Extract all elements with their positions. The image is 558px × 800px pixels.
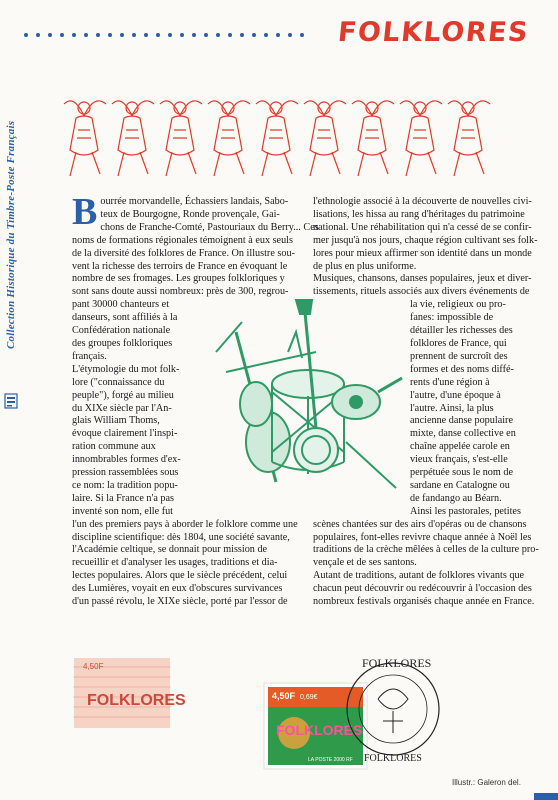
article-line: de la diversité des folklores de France. On illustre sou-: [72, 247, 295, 259]
dancer-figure: [112, 101, 154, 176]
stamp-proof-left: [73, 657, 186, 729]
article-line: populaires, font-elles revivre chaque année à Noël les: [313, 531, 532, 543]
stamp-main-value: 4,50F: [272, 691, 296, 701]
article-line: du XIXe siècle par l'An-: [72, 402, 172, 414]
article-line: discipline scientifique: dès 1804, une société savante,: [72, 531, 290, 543]
article-line: de plus en plus uniforme.: [313, 260, 417, 272]
article-line: nombreux festivals organisés chaque année en France.: [313, 596, 535, 608]
article-line: rents d'une région à: [410, 376, 490, 388]
article-line: ration commune aux: [72, 441, 156, 453]
top-dotted-rule: [24, 33, 324, 41]
article-line: sont sans doute aussi nombreux: près de 300, regrou-: [72, 286, 289, 298]
rule-dot: [276, 33, 280, 37]
rule-dot: [264, 33, 268, 37]
article-line: lisations, les hissa au rang d'héritages du patrimoine: [313, 208, 525, 220]
rule-dot: [120, 33, 124, 37]
article-line: Musiques, chansons, danses populaires, jeux et diver-: [313, 273, 532, 285]
rule-dot: [240, 33, 244, 37]
article-line: ourrée morvandelle, Échassiers landais, Sabo-: [100, 196, 289, 207]
page-corner-mark: [534, 793, 558, 800]
rule-dot: [24, 33, 28, 37]
article-line: l'Académie celtique, se donnait pour mission de: [72, 544, 268, 556]
stamp-main-footer: LA POSTE 2000 RF: [308, 757, 353, 763]
rule-dot: [180, 33, 184, 37]
article-line: fanes: impossible de: [410, 312, 494, 324]
sidebar: [0, 0, 22, 800]
postmark-top-text: FOLKLORES: [362, 656, 432, 670]
stamp-main-euro: 0,69€: [300, 694, 318, 701]
dancer-figure: [448, 101, 490, 176]
article-line: prennent de surcroît des: [410, 350, 508, 362]
page-title: FOLKLORES: [336, 17, 531, 48]
article-line: traditions de la crèche mêlées à celles de la culture pro-: [313, 544, 539, 556]
article-line: la vie, religieux ou pro-: [410, 299, 506, 311]
article-line: peuple"), forgé au milieu: [72, 389, 174, 401]
dancer-figure: [304, 101, 346, 176]
article-line: vent la richesse des terroirs de France en évoquant le: [72, 260, 288, 272]
article-line: Autant de traditions, autant de folklores vivants que: [313, 570, 525, 582]
rule-dot: [300, 33, 304, 37]
collection-logo-icon: [4, 392, 18, 410]
article-line: L'étymologie du mot folk-: [72, 363, 180, 375]
article-line: pant 30000 chanteurs et: [72, 299, 170, 311]
dancer-figure: [400, 101, 442, 176]
article-line: chacun peut découvrir ou redécouvrir à l'occasion des: [313, 583, 532, 595]
rule-dot: [132, 33, 136, 37]
rule-dot: [96, 33, 100, 37]
article-line: mixte, danse collective en: [410, 428, 516, 440]
first-day-postmark: [338, 649, 448, 769]
rule-dot: [228, 33, 232, 37]
dancer-figure: [352, 101, 394, 176]
article-line: laire. Si la France n'a pas: [72, 492, 174, 504]
article-line: évoque clairement l'inspi-: [72, 428, 178, 440]
article-line: des groupes folkloriques: [72, 337, 173, 349]
article-line: mer jusqu'à nos jours, chaque région cultivant ses folk-: [313, 234, 538, 246]
article-line: danseurs, sont affiliés à la: [72, 312, 178, 324]
article-line: vençale et de ses santons.: [313, 557, 417, 569]
sidebar-caption: Collection Historique du Timbre-Poste Français: [5, 120, 17, 349]
rule-dot: [216, 33, 220, 37]
illustration-credit: Illustr.: Galeron del.: [452, 778, 521, 787]
rule-dot: [204, 33, 208, 37]
article-line: Confédération nationale: [72, 325, 171, 337]
article-line: nombre de ses fromages. Les groupes folkloriques y: [72, 273, 285, 285]
article-line: lore ("connaissance du: [72, 376, 165, 388]
article-line: recueillir et d'analyser les usages, traditions et dia-: [72, 557, 278, 569]
article-line: détailler les richesses des: [410, 325, 513, 337]
rule-dot: [168, 33, 172, 37]
article-line: pression rassemblées sous: [72, 467, 179, 479]
article-line: de fandango au Béarn.: [410, 492, 502, 504]
article-line: des Lumières, voyait en eux d'obscures survivances: [72, 583, 283, 595]
dancer-figure: [64, 101, 106, 176]
stamp-left-value: 4,50F: [83, 662, 104, 671]
article-line: perpétuée sous le nom de: [410, 467, 513, 479]
article-line: ancienne danse populaire: [410, 415, 513, 427]
article-line: national. Une réhabilitation qui n'a cessé de se confir-: [313, 221, 532, 233]
rule-dot: [156, 33, 160, 37]
article-line: d'un passé révolu, le XIXe siècle, porté par l'essor de: [72, 596, 288, 608]
article-line: formes et des noms diffé-: [410, 363, 514, 375]
article-line: folklores de France, qui: [410, 337, 507, 349]
article-line: l'ethnologie associé à la découverte de nouvelles civi-: [313, 196, 532, 207]
article-line: noms de formations régionales témoignent à eux seuls: [72, 234, 293, 246]
dropcap-letter: B: [72, 191, 98, 233]
article-line: lectes populaires. Alors que le siècle précédent, celui: [72, 570, 288, 582]
rule-dot: [288, 33, 292, 37]
stamp-main-text: FOLKLORES: [276, 722, 363, 738]
dancer-figure: [256, 101, 298, 176]
article-line: teux de Bourgogne, Ronde provençale, Gai-: [100, 208, 280, 220]
dancers-illustration: [66, 94, 506, 184]
article-line: scènes chantées sur des airs d'opéras ou de chansons: [313, 518, 527, 530]
article-line: l'autre, d'une époque à: [410, 389, 501, 401]
rule-dot: [72, 33, 76, 37]
article-line: sardane en Catalogne ou: [410, 479, 510, 491]
article-line: français.: [72, 350, 107, 362]
article-line: tissements, rituels associés aux divers événements de: [313, 286, 530, 298]
article-line: vieux français, s'est-elle: [410, 454, 508, 466]
rule-dot: [192, 33, 196, 37]
article-line: Ainsi les pastorales, petites: [410, 505, 521, 517]
rule-dot: [60, 33, 64, 37]
dancer-figure: [160, 101, 202, 176]
rule-dot: [108, 33, 112, 37]
article-line: l'un des premiers pays à aborder le folklore comme une: [72, 518, 298, 530]
dancer-figure: [208, 101, 250, 176]
article-line: chaîne appelée carole en: [410, 441, 510, 453]
stamp-left-text: FOLKLORES: [87, 692, 186, 709]
article-line: glais William Thoms,: [72, 415, 160, 427]
rule-dot: [36, 33, 40, 37]
rule-dot: [48, 33, 52, 37]
postmark-bottom-text: FOLKLORES: [364, 753, 422, 764]
musical-instruments-illustration: [196, 292, 406, 492]
article-line: l'autre. Ainsi, la plus: [410, 402, 494, 414]
article-line: innombrables formes d'ex-: [72, 454, 181, 466]
article-line: chons de Franche-Comté, Pastouriaux du Berry... Ces: [100, 221, 319, 233]
article-line: inventé son nom, elle fut: [72, 505, 174, 517]
article-line: ce nom: la tradition popu-: [72, 479, 178, 491]
rule-dot: [144, 33, 148, 37]
rule-dot: [84, 33, 88, 37]
article-line: lores pour mieux affirmer son identité dans un monde: [313, 247, 532, 259]
rule-dot: [252, 33, 256, 37]
